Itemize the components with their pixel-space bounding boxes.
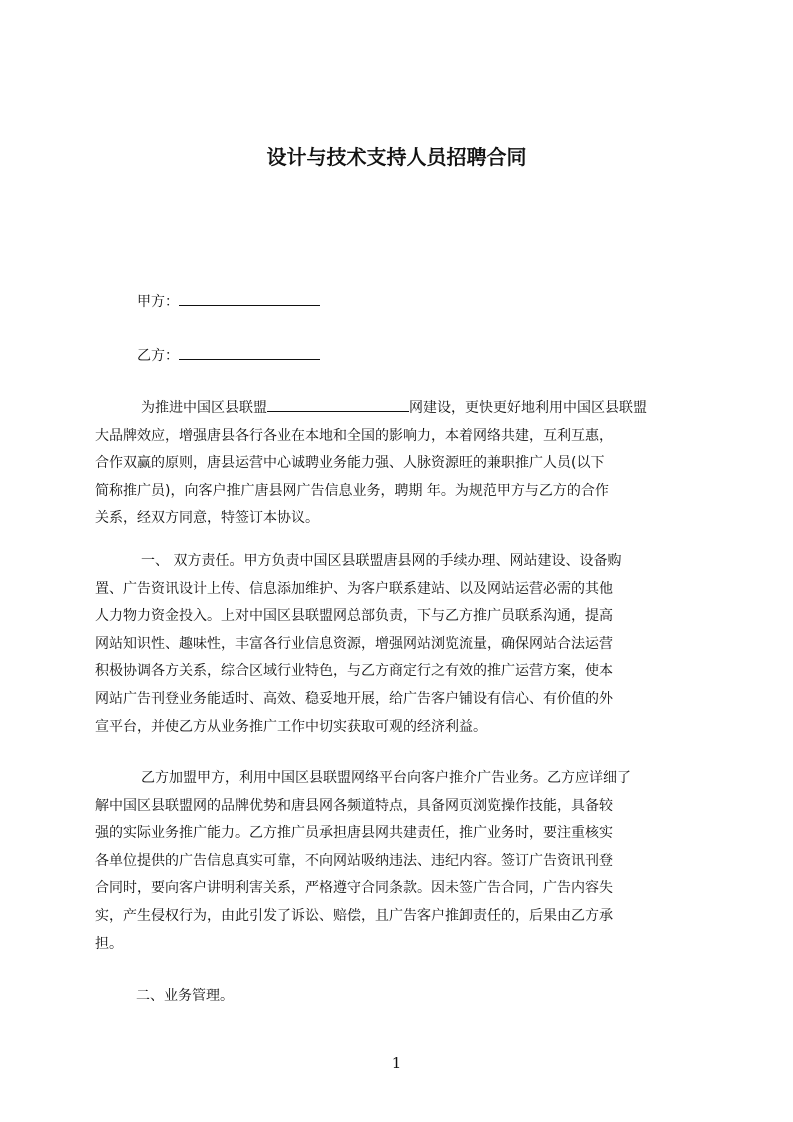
section-2-line: 合同时，要向客户讲明利害关系，严格遵守合同条款。因未签广告合同，广告内容失	[95, 880, 613, 897]
party-b-blank	[179, 345, 320, 360]
section-1-paragraph	[95, 548, 701, 741]
party-a-label: 甲方：	[137, 294, 179, 310]
intro-line: 为推进中国区县联盟 网建设，更快更好地利用中国区县联盟	[95, 395, 701, 423]
section-2-line: 担。	[95, 935, 123, 952]
section-1-line: 人力物力资金投入。上对中国区县联盟网总部负责，下与乙方推广员联系沟通，提高	[95, 608, 613, 625]
page-number: 1	[391, 1054, 402, 1072]
section-1-line: 积极协调各方关系，综合区域行业特色，与乙方商定行之有效的推广运营方案，使本	[95, 663, 613, 680]
section-2-line: 强的实际业务推广能力。乙方推广员承担唐县网共建责任，推广业务时，要注重核实	[95, 825, 613, 842]
section-2-line: 各单位提供的广告信息真实可靠，不向网站吸纳违法、违纪内容。签订广告资讯刊登	[95, 852, 613, 869]
contract-title: 设计与技术支持人员招聘合同	[266, 145, 527, 169]
intro-line: 关系，经双方同意，特签订本协议。	[95, 510, 319, 527]
section-heading-business-management: 二、业务管理。	[136, 988, 234, 1004]
party-a-blank	[179, 291, 320, 306]
intro-line: 简称推广员)，向客户推广唐县网广告信息业务，聘期 年。为规范甲方与乙方的合作	[95, 482, 609, 499]
party-b-line	[137, 345, 320, 366]
section-2-line: 解中国区县联盟网的品牌优势和唐县网各频道特点，具备网页浏览操作技能，具备较	[95, 797, 613, 814]
party-b-label: 乙方：	[137, 348, 179, 364]
intro-line: 合作双赢的原则，唐县运营中心诚聘业务能力强、人脉资源旺的兼职推广人员(以下	[95, 455, 605, 472]
intro-paragraph	[95, 395, 701, 533]
section-2-line: 实，产生侵权行为，由此引发了诉讼、赔偿，且广告客户推卸责任的，后果由乙方承	[95, 907, 613, 924]
intro-line: 大品牌效应，增强唐县各行各业在本地和全国的影响力，本着网络共建，互利互惠，	[95, 427, 613, 444]
network-name-blank	[267, 397, 409, 412]
section-2-line: 乙方加盟甲方，利用中国区县联盟网络平台向客户推介广告业务。乙方应详细了	[141, 770, 631, 786]
section-1-line: 置、广告资讯设计上传、信息添加维护、为客户联系建站、以及网站运营必需的其他	[95, 580, 613, 597]
section-1-line: 宣平台，并使乙方从业务推广工作中切实获取可观的经济利益。	[95, 718, 487, 735]
section-1-line: 网站广告刊登业务能适时、高效、稳妥地开展，给广告客户铺设有信心、有价值的外	[95, 690, 613, 707]
party-a-line	[137, 291, 320, 312]
section-1-line: 一、 双方责任。甲方负责中国区县联盟唐县网的手续办理、网站建设、设备购	[141, 553, 622, 569]
section-2-paragraph	[95, 765, 701, 958]
section-1-line: 网站知识性、趣味性，丰富各行业信息资源，增强网站浏览流量，确保网站合法运营	[95, 635, 613, 652]
